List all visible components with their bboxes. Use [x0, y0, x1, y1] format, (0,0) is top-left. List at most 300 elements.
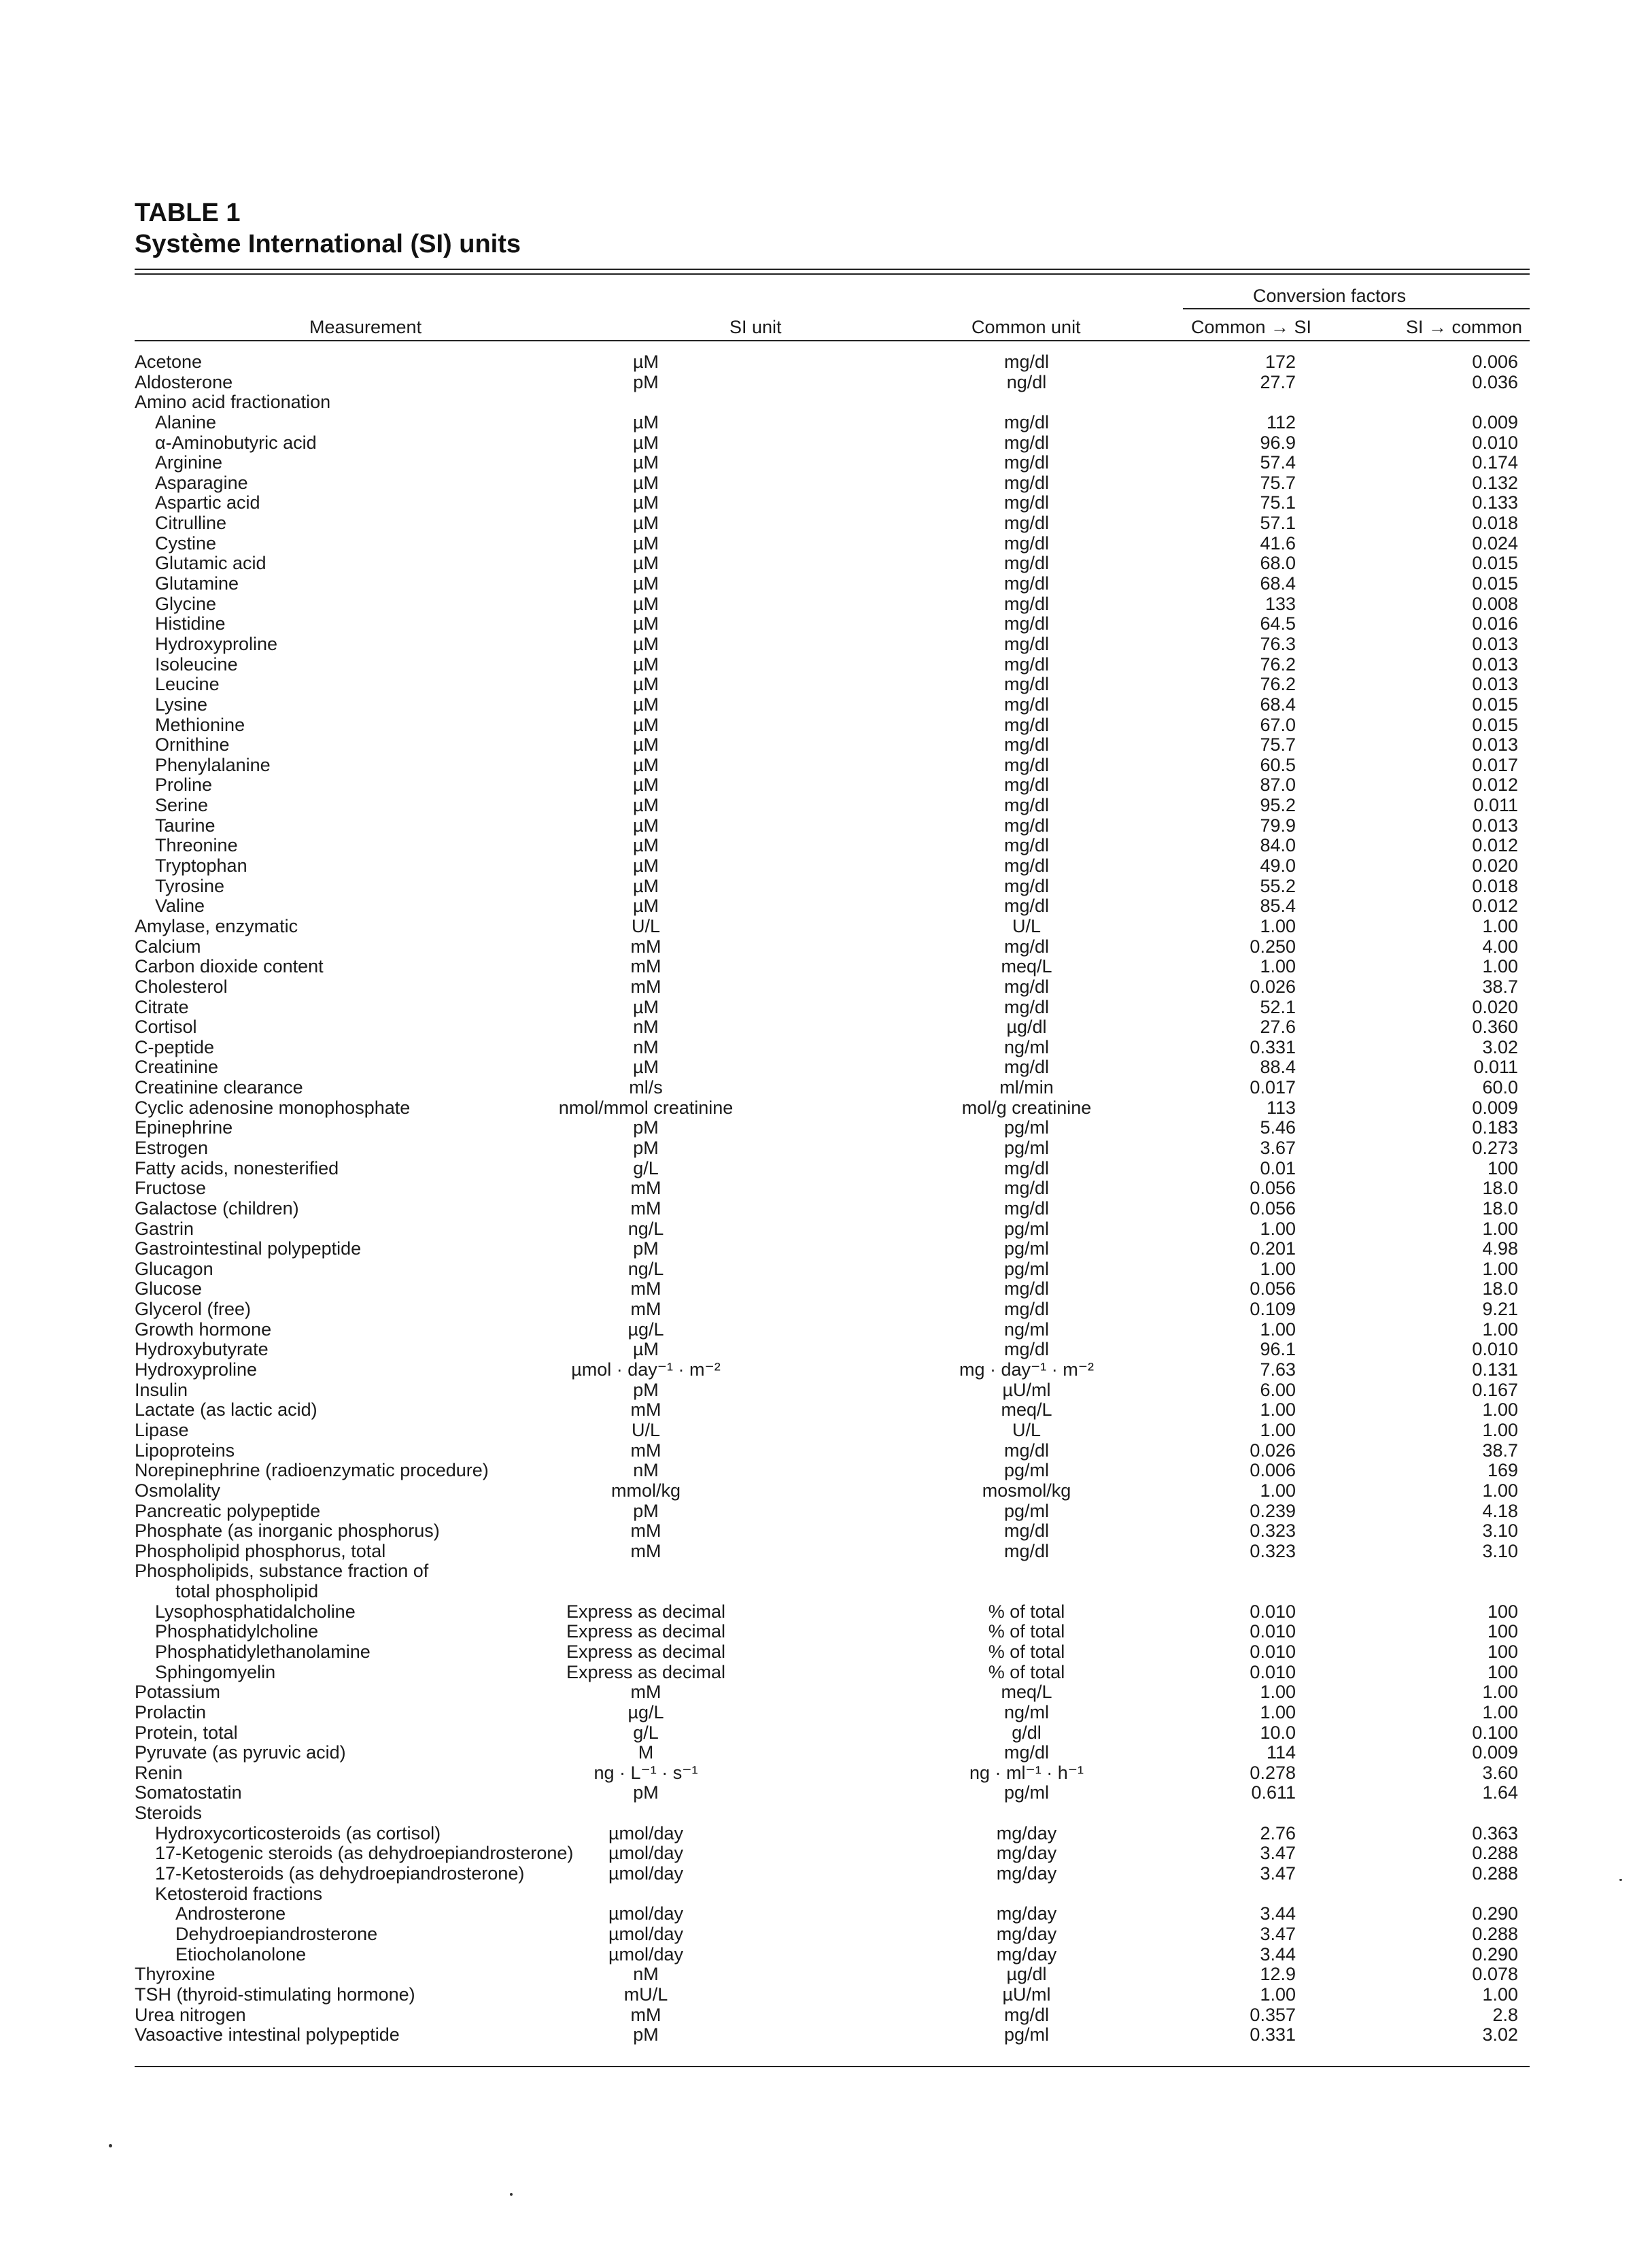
header-si-unit: SI unit	[729, 317, 782, 337]
table-row	[135, 1843, 1530, 1864]
common-to-si-cell: 1.00	[1260, 1480, 1296, 1501]
table-row	[135, 1622, 1530, 1642]
si-to-common-cell: 0.018	[1472, 875, 1518, 896]
common-to-si-cell: 60.5	[1260, 754, 1296, 775]
common-unit-cell: mg/dl	[1003, 492, 1050, 513]
table-row	[135, 937, 1530, 957]
measurement-cell: Taurine	[155, 815, 216, 836]
common-unit-cell: ng/ml	[1003, 1319, 1050, 1340]
table-row	[135, 896, 1530, 917]
table-row	[135, 1078, 1530, 1098]
measurement-cell: Fructose	[135, 1178, 207, 1199]
si-to-common-cell: 0.013	[1472, 633, 1518, 654]
table-row	[135, 1723, 1530, 1744]
si-unit-cell: nmol/mmol creatinine	[558, 1097, 734, 1118]
common-to-si-cell: 0.026	[1250, 1440, 1296, 1461]
common-unit-cell: mg/dl	[1003, 775, 1050, 796]
si-unit-cell: ng · L⁻¹ · s⁻¹	[593, 1762, 698, 1783]
si-to-common-cell: 0.016	[1472, 613, 1518, 634]
si-unit-cell: µM	[632, 452, 659, 473]
si-to-common-cell: 0.288	[1472, 1923, 1518, 1944]
si-unit-cell: µM	[632, 653, 659, 675]
common-to-si-cell: 3.47	[1260, 1923, 1296, 1944]
table-row	[135, 534, 1530, 554]
si-unit-cell: µmol/day	[608, 1943, 684, 1965]
measurement-cell: Creatinine	[135, 1057, 219, 1078]
common-unit-cell: pg/ml	[1003, 1258, 1050, 1279]
si-unit-cell: µM	[632, 694, 659, 715]
common-unit-cell: µU/ml	[1002, 1379, 1051, 1400]
table-row	[135, 1864, 1530, 1884]
table-row	[135, 1945, 1530, 1965]
si-to-common-cell: 1.00	[1482, 1319, 1518, 1340]
measurement-cell: Thyroxine	[135, 1964, 216, 1985]
common-unit-cell: pg/ml	[1003, 1500, 1050, 1521]
measurement-cell: Aldosterone	[135, 371, 233, 392]
table-row	[135, 1924, 1530, 1945]
table-row	[135, 977, 1530, 998]
common-to-si-cell: 27.6	[1260, 1017, 1296, 1038]
si-unit-cell: pM	[633, 2024, 659, 2045]
common-unit-cell: mg/dl	[1003, 1742, 1050, 1763]
measurement-cell: Growth hormone	[135, 1319, 272, 1340]
si-to-common-cell: 100	[1487, 1621, 1518, 1642]
measurement-cell: Proline	[155, 775, 213, 796]
measurement-cell: Leucine	[155, 674, 220, 695]
table-row	[135, 695, 1530, 715]
table-row	[135, 1542, 1530, 1562]
si-to-common-cell: 0.288	[1472, 1863, 1518, 1884]
si-unit-cell: mM	[630, 1197, 661, 1219]
table-row	[135, 2005, 1530, 2026]
common-unit-cell: pg/ml	[1003, 1137, 1050, 1158]
table-row	[135, 1965, 1530, 1985]
measurement-cell: Glutamine	[155, 573, 239, 594]
measurement-cell: Ornithine	[155, 734, 230, 755]
table-row	[135, 594, 1530, 615]
measurement-cell: Phospholipid phosphorus, total	[135, 1540, 386, 1561]
common-to-si-cell: 76.2	[1260, 653, 1296, 675]
si-to-common-cell: 1.00	[1482, 1984, 1518, 2005]
si-to-common-cell: 18.0	[1482, 1278, 1518, 1299]
si-unit-cell: µM	[632, 553, 659, 574]
si-unit-cell: µM	[632, 532, 659, 554]
common-to-si-cell: 0.017	[1250, 1077, 1296, 1098]
table-row	[135, 373, 1530, 393]
measurement-cell: Phosphatidylethanolamine	[155, 1642, 371, 1662]
measurement-cell: Hydroxycorticosteroids (as cortisol)	[155, 1822, 441, 1843]
group-underline	[1183, 308, 1530, 309]
common-unit-cell: mg/dl	[1003, 1540, 1050, 1561]
common-to-si-cell: 1.00	[1260, 1682, 1296, 1703]
si-unit-cell: mM	[630, 976, 661, 997]
common-to-si-cell: 0.056	[1250, 1197, 1296, 1219]
si-unit-cell: µM	[632, 352, 659, 372]
measurement-cell: C-peptide	[135, 1036, 215, 1057]
si-unit-cell: pM	[633, 1117, 659, 1138]
table-row	[135, 352, 1530, 373]
si-to-common-cell: 0.009	[1472, 411, 1518, 432]
table-row	[135, 1904, 1530, 1924]
stray-mark	[1619, 1879, 1622, 1881]
common-unit-cell: g/dl	[1012, 1722, 1042, 1743]
common-to-si-cell: 112	[1266, 411, 1296, 432]
table-row	[135, 735, 1530, 755]
measurement-cell: Sphingomyelin	[155, 1661, 276, 1682]
common-unit-cell: mol/g creatinine	[961, 1097, 1092, 1118]
header-conversion-factors: Conversion factors	[1253, 286, 1407, 306]
si-to-common-cell: 0.012	[1472, 835, 1518, 856]
si-unit-cell: µmol/day	[608, 1923, 684, 1944]
measurement-cell: Etiocholanolone	[175, 1943, 307, 1965]
measurement-cell: 17-Ketosteroids (as dehydroepiandrosterone)	[155, 1863, 525, 1884]
si-unit-cell: µM	[632, 1339, 659, 1360]
si-to-common-cell: 0.024	[1472, 532, 1518, 554]
common-unit-cell: pg/ml	[1003, 1117, 1050, 1138]
si-to-common-cell: 3.60	[1482, 1762, 1518, 1783]
table-row	[135, 1803, 1530, 1824]
si-to-common-cell: 1.00	[1482, 915, 1518, 936]
common-unit-cell: mg/dl	[1003, 352, 1050, 372]
top-rule-2	[135, 273, 1530, 275]
common-to-si-cell: 0.010	[1250, 1642, 1296, 1662]
table-row	[135, 1380, 1530, 1401]
common-unit-cell: mg/dl	[1003, 1299, 1050, 1320]
common-to-si-cell: 0.201	[1250, 1238, 1296, 1259]
si-unit-cell: M	[638, 1742, 654, 1763]
measurement-cell: Phenylalanine	[155, 754, 271, 775]
measurement-cell: Urea nitrogen	[135, 2004, 246, 2025]
common-to-si-cell: 7.63	[1260, 1359, 1296, 1380]
common-unit-cell: mg/dl	[1003, 754, 1050, 775]
si-to-common-cell: 0.015	[1472, 714, 1518, 735]
si-to-common-cell: 0.012	[1472, 775, 1518, 796]
table-row	[135, 816, 1530, 836]
common-unit-cell: U/L	[1012, 915, 1042, 936]
common-to-si-cell: 3.47	[1260, 1863, 1296, 1884]
measurement-cell: Vasoactive intestinal polypeptide	[135, 2024, 400, 2045]
si-to-common-cell: 2.8	[1492, 2004, 1518, 2025]
table-caption: Système International (SI) units	[135, 230, 521, 258]
common-to-si-cell: 27.7	[1260, 371, 1296, 392]
si-unit-cell: mM	[630, 1278, 661, 1299]
common-unit-cell: meq/L	[1001, 956, 1052, 977]
si-to-common-cell: 1.00	[1482, 1399, 1518, 1421]
si-to-common-cell: 1.00	[1482, 1258, 1518, 1279]
common-unit-cell: mg/dl	[1003, 1440, 1050, 1461]
common-unit-cell: mg/day	[996, 1863, 1057, 1884]
table-row	[135, 1259, 1530, 1280]
common-unit-cell: mg · day⁻¹ · m⁻²	[959, 1359, 1094, 1380]
common-unit-cell: meq/L	[1001, 1682, 1052, 1703]
table-row	[135, 1118, 1530, 1138]
si-to-common-cell: 0.132	[1472, 472, 1518, 493]
common-to-si-cell: 1.00	[1260, 1218, 1296, 1239]
common-to-si-cell: 0.278	[1250, 1762, 1296, 1783]
common-to-si-cell: 68.0	[1260, 553, 1296, 574]
common-unit-cell: pg/ml	[1003, 1238, 1050, 1259]
table-title-block	[135, 197, 521, 260]
common-to-si-cell: 55.2	[1260, 875, 1296, 896]
si-to-common-cell: 0.078	[1472, 1964, 1518, 1985]
measurement-cell: Phosphate (as inorganic phosphorus)	[135, 1520, 440, 1542]
measurement-cell: Isoleucine	[155, 653, 238, 675]
si-to-common-cell: 4.00	[1482, 936, 1518, 957]
table-row	[135, 413, 1530, 433]
table-row	[135, 1239, 1530, 1259]
si-unit-cell: mM	[630, 1440, 661, 1461]
stray-mark	[510, 2193, 513, 2196]
si-unit-cell: µM	[632, 633, 659, 654]
common-to-si-cell: 1.00	[1260, 915, 1296, 936]
si-unit-cell: Express as decimal	[566, 1661, 726, 1682]
si-unit-cell: µM	[632, 492, 659, 513]
si-unit-cell: µmol · day⁻¹ · m⁻²	[571, 1359, 721, 1380]
measurement-cell: Pyruvate (as pyruvic acid)	[135, 1742, 346, 1763]
si-unit-cell: nM	[633, 1036, 659, 1057]
table-row	[135, 1783, 1530, 1803]
common-unit-cell: ng/ml	[1003, 1701, 1050, 1722]
common-to-si-cell: 1.00	[1260, 1984, 1296, 2005]
measurement-cell: Calcium	[135, 936, 201, 957]
si-unit-cell: µM	[632, 472, 659, 493]
si-to-common-cell: 0.036	[1472, 371, 1518, 392]
common-to-si-cell: 0.056	[1250, 1278, 1296, 1299]
common-to-si-cell: 85.4	[1260, 896, 1296, 917]
common-to-si-cell: 57.4	[1260, 452, 1296, 473]
si-to-common-cell: 0.010	[1472, 1339, 1518, 1360]
measurement-cell: Amylase, enzymatic	[135, 915, 298, 936]
si-to-common-cell: 1.00	[1482, 1218, 1518, 1239]
table-row	[135, 1461, 1530, 1481]
common-unit-cell: ml/min	[999, 1077, 1054, 1098]
common-unit-cell: mg/dl	[1003, 835, 1050, 856]
si-unit-cell: µM	[632, 734, 659, 755]
si-to-common-cell: 169	[1487, 1460, 1518, 1481]
header-rule	[135, 340, 1530, 341]
si-unit-cell: Express as decimal	[566, 1642, 726, 1662]
table-row	[135, 1501, 1530, 1522]
common-unit-cell: mg/dl	[1003, 532, 1050, 554]
measurement-cell: Lysophosphatidalcholine	[155, 1601, 356, 1622]
si-unit-cell: µmol/day	[608, 1903, 684, 1924]
measurement-cell: TSH (thyroid-stimulating hormone)	[135, 1984, 415, 2005]
si-to-common-cell: 1.00	[1482, 956, 1518, 977]
common-unit-cell: U/L	[1012, 1419, 1042, 1440]
table-label: TABLE 1	[135, 199, 241, 227]
common-to-si-cell: 76.3	[1260, 633, 1296, 654]
measurement-cell: Gastrin	[135, 1218, 194, 1239]
common-unit-cell: mg/dl	[1003, 573, 1050, 594]
table-row	[135, 715, 1530, 736]
common-to-si-cell: 6.00	[1260, 1379, 1296, 1400]
common-to-si-cell: 3.67	[1260, 1137, 1296, 1158]
common-unit-cell: mg/day	[996, 1903, 1057, 1924]
table-row	[135, 453, 1530, 473]
si-to-common-cell: 0.012	[1472, 896, 1518, 917]
table-row	[135, 1340, 1530, 1360]
common-to-si-cell: 10.0	[1260, 1722, 1296, 1743]
common-unit-cell: mg/dl	[1003, 1278, 1050, 1299]
si-unit-cell: µg/L	[627, 1319, 664, 1340]
si-to-common-cell: 100	[1487, 1642, 1518, 1662]
si-unit-cell: µM	[632, 835, 659, 856]
table-row	[135, 1561, 1530, 1582]
common-unit-cell: ng/ml	[1003, 1036, 1050, 1057]
si-unit-cell: mU/L	[623, 1984, 668, 2005]
si-unit-cell: µM	[632, 754, 659, 775]
common-unit-cell: mg/dl	[1003, 1178, 1050, 1199]
measurement-cell: Protein, total	[135, 1722, 238, 1743]
measurement-cell: Hydroxybutyrate	[135, 1339, 269, 1360]
si-unit-cell: µM	[632, 875, 659, 896]
common-unit-cell: pg/ml	[1003, 1460, 1050, 1481]
si-unit-cell: pM	[633, 371, 659, 392]
table-row	[135, 1481, 1530, 1501]
si-unit-cell: Express as decimal	[566, 1621, 726, 1642]
si-to-common-cell: 0.009	[1472, 1742, 1518, 1763]
si-to-common-cell: 0.100	[1472, 1722, 1518, 1743]
table-row	[135, 634, 1530, 655]
table-row	[135, 1057, 1530, 1078]
table-row	[135, 392, 1530, 413]
common-unit-cell: mg/dl	[1003, 694, 1050, 715]
si-unit-cell: mM	[630, 2004, 661, 2025]
table-row	[135, 1098, 1530, 1119]
measurement-cell: Glutamic acid	[155, 553, 266, 574]
si-unit-cell: µM	[632, 996, 659, 1017]
si-unit-cell: mM	[630, 956, 661, 977]
common-unit-cell: mg/day	[996, 1943, 1057, 1965]
measurement-cell: Phosphatidylcholine	[155, 1621, 319, 1642]
common-to-si-cell: 1.00	[1260, 1419, 1296, 1440]
measurement-cell: Creatinine clearance	[135, 1077, 303, 1098]
common-unit-cell: mosmol/kg	[982, 1480, 1071, 1501]
si-to-common-cell: 38.7	[1482, 976, 1518, 997]
measurement-cell: Lipase	[135, 1419, 189, 1440]
common-to-si-cell: 3.44	[1260, 1903, 1296, 1924]
common-unit-cell: mg/dl	[1003, 996, 1050, 1017]
measurement-cell: Alanine	[155, 411, 217, 432]
table-row	[135, 856, 1530, 877]
si-unit-cell: ng/L	[627, 1258, 664, 1279]
measurement-cell: Tyrosine	[155, 875, 225, 896]
si-unit-cell: mM	[630, 1520, 661, 1542]
si-unit-cell: pM	[633, 1238, 659, 1259]
measurement-cell: Potassium	[135, 1682, 221, 1703]
measurement-cell: Asparagine	[155, 472, 248, 493]
si-unit-cell: mM	[630, 1682, 661, 1703]
measurement-cell: Insulin	[135, 1379, 188, 1400]
table-row	[135, 1521, 1530, 1542]
table-row	[135, 655, 1530, 675]
si-to-common-cell: 1.00	[1482, 1701, 1518, 1722]
common-unit-cell: mg/dl	[1003, 896, 1050, 917]
table-row	[135, 1421, 1530, 1441]
si-unit-cell: µM	[632, 714, 659, 735]
table-row	[135, 513, 1530, 534]
common-to-si-cell: 5.46	[1260, 1117, 1296, 1138]
common-to-si-cell: 76.2	[1260, 674, 1296, 695]
table-row	[135, 1017, 1530, 1038]
si-unit-cell: µM	[632, 593, 659, 614]
measurement-cell: Histidine	[155, 613, 226, 634]
si-unit-cell: µM	[632, 432, 659, 453]
si-to-common-cell: 0.011	[1473, 1057, 1518, 1078]
common-unit-cell: µg/dl	[1006, 1017, 1047, 1038]
si-unit-cell: pM	[633, 1137, 659, 1158]
si-unit-cell: mM	[630, 936, 661, 957]
si-to-common-cell: 0.273	[1472, 1137, 1518, 1158]
common-unit-cell: mg/dl	[1003, 1197, 1050, 1219]
common-to-si-cell: 75.7	[1260, 472, 1296, 493]
common-unit-cell: mg/dl	[1003, 593, 1050, 614]
table-row	[135, 1763, 1530, 1784]
table-row	[135, 1824, 1530, 1844]
header-measurement: Measurement	[309, 317, 422, 337]
common-unit-cell: mg/dl	[1003, 613, 1050, 634]
common-to-si-cell: 84.0	[1260, 835, 1296, 856]
measurement-cell: Lactate (as lactic acid)	[135, 1399, 317, 1421]
header-common-to-si: Common → SI	[1191, 317, 1312, 337]
si-unit-cell: mmol/kg	[610, 1480, 681, 1501]
table-row	[135, 796, 1530, 816]
common-unit-cell: mg/dl	[1003, 411, 1050, 432]
si-unit-cell: g/L	[633, 1157, 659, 1178]
si-unit-cell: nM	[633, 1017, 659, 1038]
table-row	[135, 917, 1530, 937]
si-unit-cell: ng/L	[627, 1218, 664, 1239]
table-row	[135, 1682, 1530, 1703]
si-unit-cell: mM	[630, 1399, 661, 1421]
measurement-cell: Glucose	[135, 1278, 203, 1299]
common-unit-cell: pg/ml	[1003, 2024, 1050, 2045]
measurement-cell: Cystine	[155, 532, 217, 554]
common-unit-cell: ng · ml⁻¹ · h⁻¹	[969, 1762, 1084, 1783]
si-unit-cell: µM	[632, 775, 659, 796]
si-to-common-cell: 1.64	[1482, 1782, 1518, 1803]
si-unit-cell: pM	[633, 1782, 659, 1803]
si-to-common-cell: 100	[1487, 1661, 1518, 1682]
common-to-si-cell: 3.47	[1260, 1843, 1296, 1864]
table-row	[135, 1743, 1530, 1763]
measurement-cell: Estrogen	[135, 1137, 209, 1158]
si-unit-cell: µM	[632, 613, 659, 634]
measurement-cell: Gastrointestinal polypeptide	[135, 1238, 362, 1259]
common-unit-cell: mg/dl	[1003, 653, 1050, 675]
si-unit-cell: nM	[633, 1460, 659, 1481]
si-to-common-cell: 0.008	[1472, 593, 1518, 614]
common-unit-cell: % of total	[988, 1642, 1065, 1662]
measurement-cell: Glucagon	[135, 1258, 213, 1279]
table-row	[135, 1159, 1530, 1179]
measurement-cell: Lipoproteins	[135, 1440, 235, 1461]
si-to-common-cell: 0.013	[1472, 653, 1518, 675]
si-unit-cell: mM	[630, 1540, 661, 1561]
common-to-si-cell: 1.00	[1260, 956, 1296, 977]
common-to-si-cell: 1.00	[1260, 1701, 1296, 1722]
common-to-si-cell: 0.006	[1250, 1460, 1296, 1481]
si-to-common-cell: 0.018	[1472, 513, 1518, 534]
si-unit-cell: U/L	[631, 915, 661, 936]
header-si-to-common: SI → common	[1406, 317, 1523, 337]
si-unit-cell: µM	[632, 674, 659, 695]
measurement-cell: Cortisol	[135, 1017, 197, 1038]
common-to-si-cell: 0.250	[1250, 936, 1296, 957]
si-to-common-cell: 3.02	[1482, 2024, 1518, 2045]
table-row	[135, 473, 1530, 494]
measurement-cell: Steroids	[135, 1803, 203, 1824]
